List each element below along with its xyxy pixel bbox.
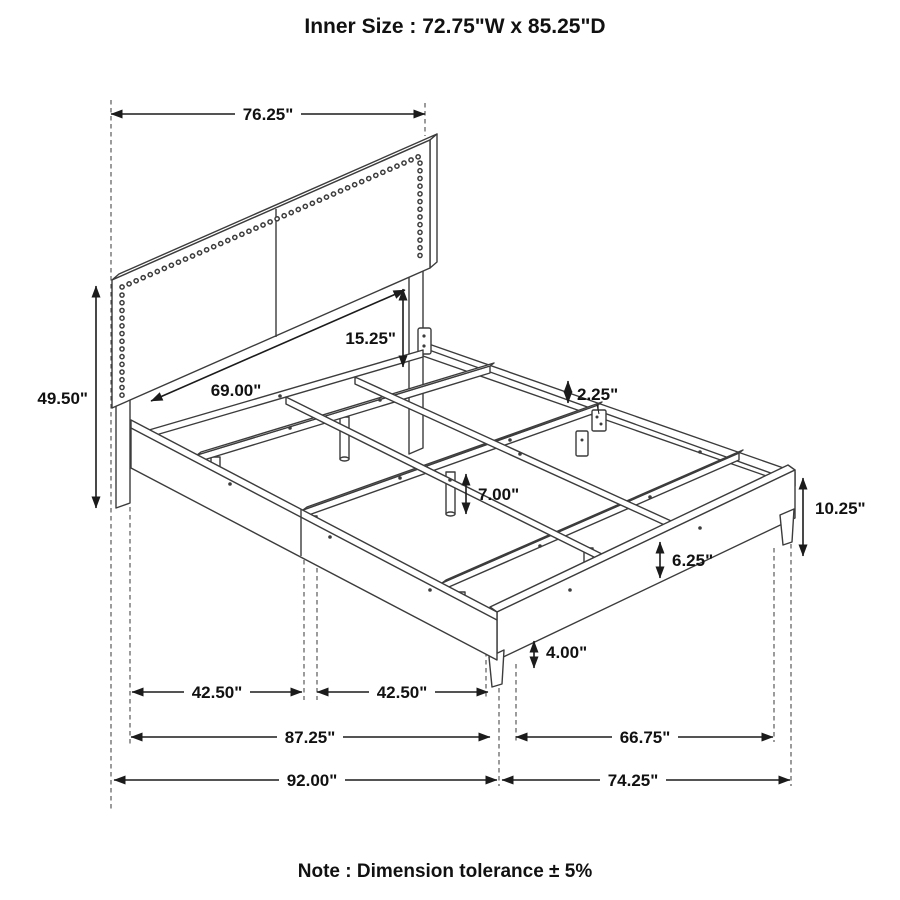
foot-back-leg	[780, 509, 794, 545]
dim-half-span-foot	[317, 683, 488, 702]
dim-label: 66.75"	[619, 728, 671, 747]
dim-label: 74.25"	[607, 771, 659, 790]
dim-label: 4.00"	[546, 643, 588, 662]
dim-label: 10.25"	[815, 499, 866, 518]
tolerance-note: Note : Dimension tolerance ± 5%	[297, 861, 593, 882]
dim-overall-width	[502, 771, 790, 790]
dim-headboard-width	[111, 105, 425, 124]
dim-half-span-head	[132, 683, 302, 702]
dim-label: 7.00"	[478, 485, 520, 504]
dim-frame-height	[803, 478, 866, 556]
dim-foot-leg-height	[534, 641, 587, 668]
center-leg	[340, 417, 349, 459]
dim-headboard-height	[37, 286, 96, 508]
dim-label: 92.00"	[286, 771, 338, 790]
dim-footboard-inner-span	[516, 728, 773, 747]
dim-label: 69.00"	[210, 381, 262, 400]
dim-label: 76.25"	[242, 105, 294, 124]
right-side-rail	[423, 342, 795, 486]
dim-label: 87.25"	[284, 728, 336, 747]
page-title: Inner Size : 72.75"W x 85.25"D	[304, 15, 606, 38]
dim-label: 6.25"	[672, 551, 714, 570]
dim-overall-length	[114, 771, 497, 790]
dim-label: 42.50"	[191, 683, 243, 702]
dim-frame-length	[131, 728, 490, 747]
dim-label: 49.50"	[37, 389, 88, 408]
headboard-rail-bracket	[418, 328, 431, 354]
dim-label: 2.25"	[577, 385, 619, 404]
dim-label: 15.25"	[345, 329, 396, 348]
left-side-rail	[131, 420, 497, 660]
dim-label: 42.50"	[376, 683, 428, 702]
headboard-left-leg	[116, 398, 130, 508]
headboard-side-edge	[430, 134, 437, 268]
